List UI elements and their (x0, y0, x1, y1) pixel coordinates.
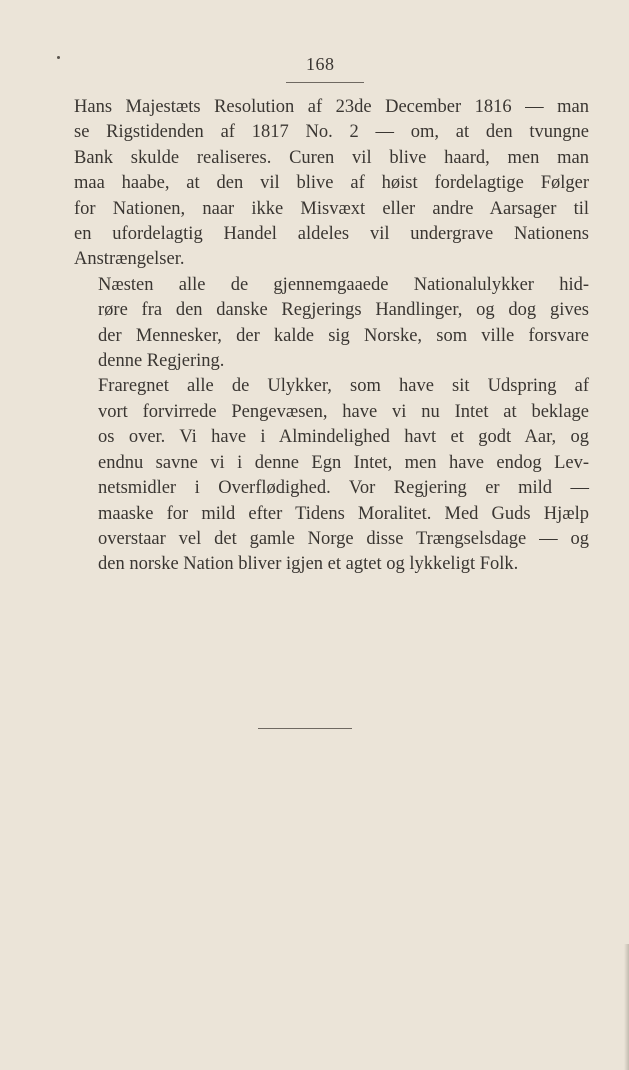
text-line: røre fra den danske Regjerings Handlinger, og dog gives (98, 300, 589, 321)
text-line: Næsten alle de gjennemgaaede Nationalulykker hid- (98, 274, 589, 295)
text-line: denne Regjering. (98, 351, 225, 372)
text-line: endnu savne vi i denne Egn Intet, men have endog Lev- (98, 452, 589, 473)
text-line: vort forvirrede Pengevæsen, have vi nu Intet at beklage (98, 401, 589, 422)
paragraph-1 (74, 95, 589, 273)
page-edge-shadow (624, 944, 629, 1070)
text-line: en ufordelagtig Handel aldeles vil undergrave Nationens (74, 224, 589, 245)
text-line: maaske for mild efter Tidens Moralitet. Med Guds Hjælp (98, 503, 589, 524)
header-rule (286, 82, 364, 83)
body-text (74, 95, 589, 578)
text-line: den norske Nation bliver igjen et agtet og lykkeligt Folk. (98, 554, 519, 575)
page-number: 168 (306, 54, 335, 74)
text-line: se Rigstidenden af 1817 No. 2 — om, at den tvungne (74, 122, 589, 143)
text-line: Anstrængelser. (74, 249, 185, 270)
text-line: netsmidler i Overflødighed. Vor Regjering er mild — (98, 478, 589, 499)
text-line: Bank skulde realiseres. Curen vil blive haard, men man (74, 147, 589, 168)
text-line: maa haabe, at den vil blive af høist fordelagtige Følger (74, 173, 589, 194)
paragraph-3 (74, 374, 589, 577)
text-line: overstaar vel det gamle Norge disse Trængselsdage — og (98, 528, 589, 549)
text-line: Fraregnet alle de Ulykker, som have sit Udspring af (98, 376, 589, 397)
text-line: for Nationen, naar ikke Misvæxt eller andre Aarsager til (74, 198, 589, 219)
text-line: Hans Majestæts Resolution af 23de December 1816 — man (74, 97, 589, 117)
text-line: der Mennesker, der kalde sig Norske, som ville forsvare (98, 325, 589, 346)
ink-dot (57, 56, 60, 59)
text-line: os over. Vi have i Almindelighed havt et godt Aar, og (98, 427, 589, 448)
paragraph-2 (74, 273, 589, 375)
footer-rule (258, 728, 352, 729)
